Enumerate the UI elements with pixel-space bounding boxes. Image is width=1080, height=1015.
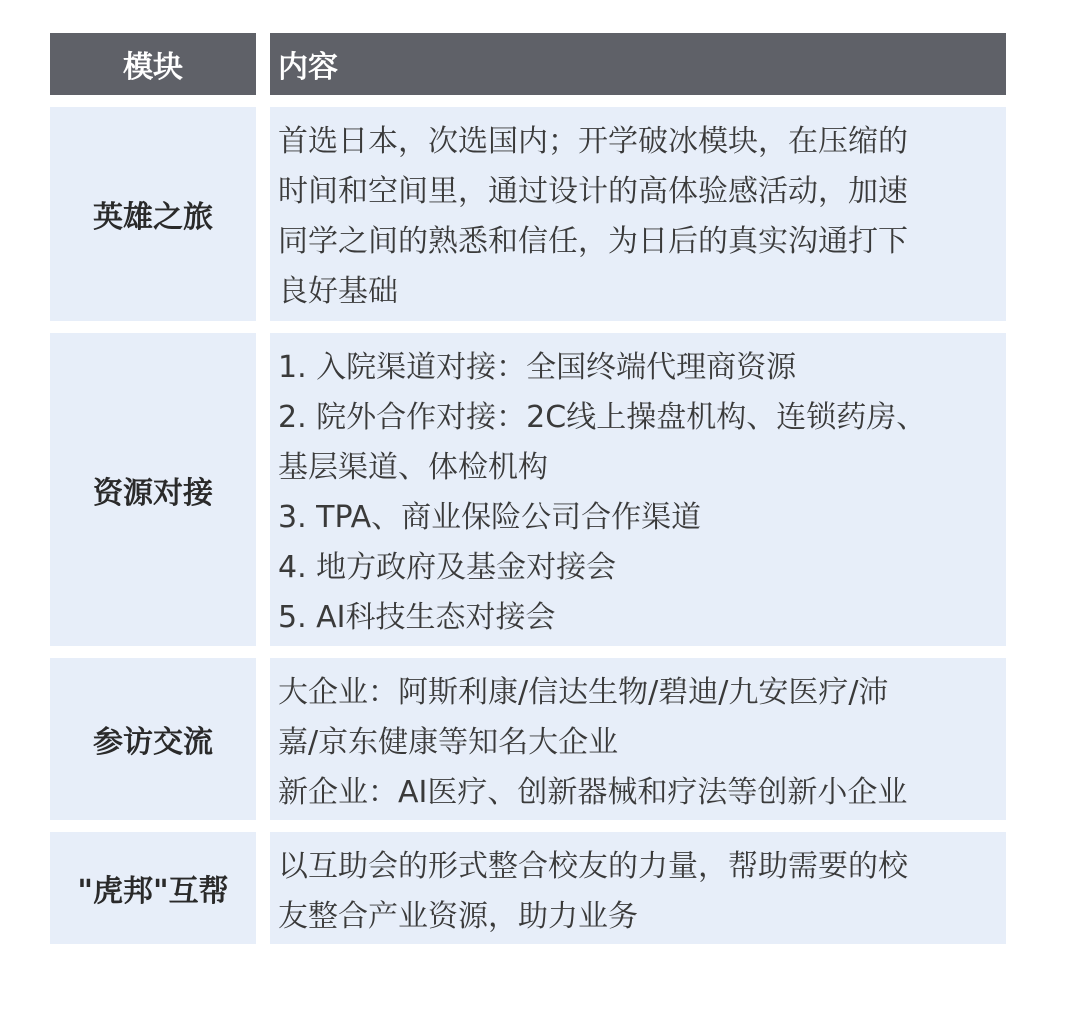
content-cell — [270, 832, 1006, 944]
table-header-row — [50, 33, 1006, 95]
content-line: 新企业：AI医疗、创新器械和疗法等创新小企业 — [278, 775, 908, 810]
content-line: 基层渠道、体检机构 — [278, 450, 548, 485]
table-row — [50, 658, 1006, 820]
module-cell: 英雄之旅 — [50, 107, 256, 321]
table-row — [50, 333, 1006, 646]
content-line: 4. 地方政府及基金对接会 — [278, 550, 617, 585]
content-cell — [270, 333, 1006, 646]
content-line: 同学之间的熟悉和信任，为日后的真实沟通打下 — [278, 224, 908, 259]
content-line: 首选日本，次选国内；开学破冰模块，在压缩的 — [278, 124, 908, 159]
content-line: 3. TPA、商业保险公司合作渠道 — [278, 500, 702, 535]
content-line: 良好基础 — [278, 274, 398, 309]
content-cell — [270, 658, 1006, 820]
content-cell — [270, 107, 1006, 321]
content-line: 大企业：阿斯利康/信达生物/碧迪/九安医疗/沛 — [278, 675, 889, 710]
module-cell: 资源对接 — [50, 333, 256, 646]
module-table — [50, 33, 1006, 956]
content-line: 2. 院外合作对接：2C线上操盘机构、连锁药房、 — [278, 400, 927, 435]
module-cell: 参访交流 — [50, 658, 256, 820]
header-module-cell: 模块 — [50, 33, 256, 95]
content-line: 时间和空间里，通过设计的高体验感活动，加速 — [278, 174, 908, 209]
content-line: 友整合产业资源，助力业务 — [278, 899, 638, 934]
table-row — [50, 832, 1006, 944]
content-line: 嘉/京东健康等知名大企业 — [278, 725, 619, 760]
table-row — [50, 107, 1006, 321]
content-line: 5. AI科技生态对接会 — [278, 600, 556, 635]
header-content-cell: 内容 — [270, 33, 1006, 95]
content-line: 以互助会的形式整合校友的力量，帮助需要的校 — [278, 849, 908, 884]
module-cell: "虎邦"互帮 — [50, 832, 256, 944]
content-line: 1. 入院渠道对接：全国终端代理商资源 — [278, 350, 797, 385]
